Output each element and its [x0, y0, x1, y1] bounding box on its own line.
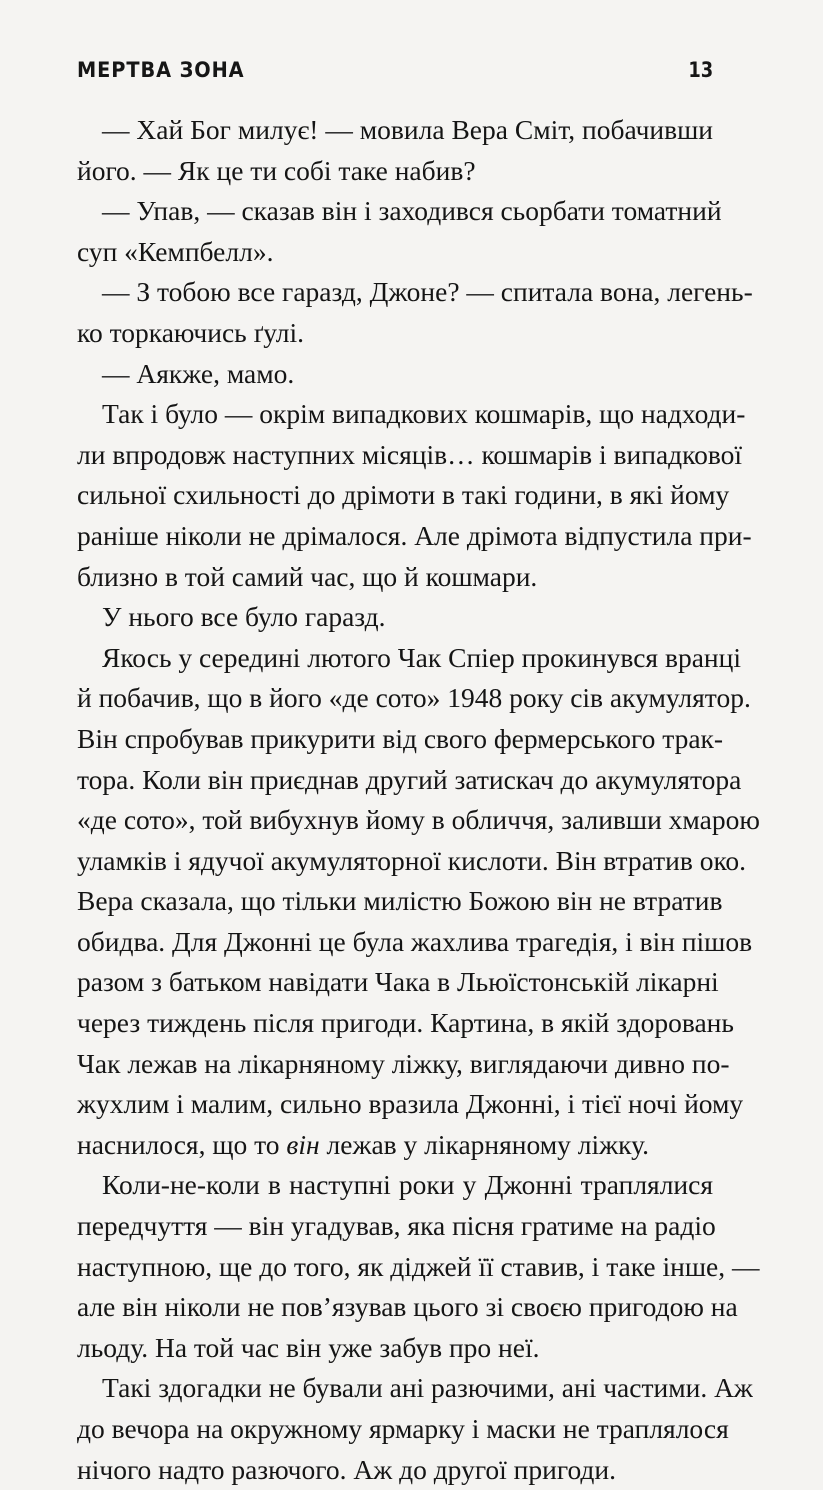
book-title: МЕРТВА ЗОНА — [77, 58, 245, 82]
text-line: Так і було — окрім випадкових кошмарів, що надходи- — [102, 398, 746, 430]
text-line: жухлим і малим, сильно вразила Джонні, і тієї ночі йому — [77, 1088, 744, 1120]
text-line: Такі здогадки не бували ані разючими, ані частими. Аж — [102, 1372, 753, 1404]
text-line: сильної схильності до дрімоти в такі години, в які йому — [77, 479, 730, 511]
text-line: й побачив, що в його «де сото» 1948 року сів акумулятор. — [77, 682, 751, 714]
text-line: разом з батьком навідати Чака в Льюїстонській лікарні — [77, 966, 719, 998]
text-line: — Аякже, мамо. — [102, 357, 295, 389]
text-line: Він спробував прикурити від свого фермерського трак- — [77, 722, 724, 754]
text-line: але він ніколи не пов’язував цього зі своєю пригодою на — [77, 1291, 738, 1323]
text-line: близно в той самий час, що й кошмари. — [77, 560, 538, 592]
text-line: ко торкаючись ґулі. — [77, 316, 304, 348]
text-line: тора. Коли він приєднав другий затискач до акумулятора — [77, 763, 742, 795]
text-line: — З тобою все гаразд, Джоне? — спитала вона, легень- — [102, 276, 753, 308]
text-line: передчуття — він угадував, яка пісня гратиме на радіо — [77, 1210, 716, 1242]
text-line: льоду. На той час він уже забув про неї. — [77, 1331, 540, 1363]
body-text — [77, 110, 760, 1490]
text-line: раніше ніколи не дрімалося. Але дрімота відпустила при- — [77, 519, 752, 551]
text-line: Чак лежав на лікарняному ліжку, виглядаючи дивно по- — [77, 1047, 730, 1079]
text-line: — Упав, — сказав він і заходився сьорбати томатний — [102, 195, 722, 227]
text-line: ли впродовж наступних місяців… кошмарів і випадкової — [77, 438, 743, 470]
text-line: до вечора на окружному ярмарку і маски не траплялося — [77, 1413, 729, 1444]
text-line: «де сото», той вибухнув йому в обличчя, заливши хмарою — [77, 804, 760, 836]
text-line: Якось у середині лютого Чак Спіер прокинувся вранці — [102, 641, 741, 673]
text-run: наснилося, що то — [77, 1128, 287, 1160]
text-line: його. — Як це ти собі таке набив? — [77, 154, 476, 186]
text-line: Коли-не-коли в наступні роки у Джонні траплялися — [102, 1169, 713, 1201]
text-line: уламків і ядучої акумуляторної кислоти. Він втратив око. — [77, 844, 747, 876]
text-line: — Хай Бог милує! — мовила Вера Сміт, побачивши — [102, 114, 713, 145]
text-line: суп «Кемпбелл». — [77, 235, 274, 267]
text-line: Вера сказала, що тільки милістю Божою він не втратив — [77, 885, 723, 917]
text-run: лежав у лікарняному ліжку. — [319, 1128, 649, 1160]
page-number: 13 — [688, 58, 713, 82]
emphasis-text: він — [286, 1128, 320, 1160]
text-line: обидва. Для Джонні це була жахлива трагедія, і він пішов — [77, 925, 753, 957]
running-head — [77, 58, 713, 90]
text-line: наступною, ще до того, як діджей її ставив, і таке інше, — — [77, 1250, 760, 1282]
text-line: через тиждень після пригоди. Картина, в якій здоровань — [77, 1007, 734, 1039]
text-line: нічого надто разючого. Аж до другої пригоди. — [77, 1453, 617, 1485]
text-line: У нього все було гаразд. — [102, 601, 386, 633]
text-line — [77, 1125, 713, 1166]
